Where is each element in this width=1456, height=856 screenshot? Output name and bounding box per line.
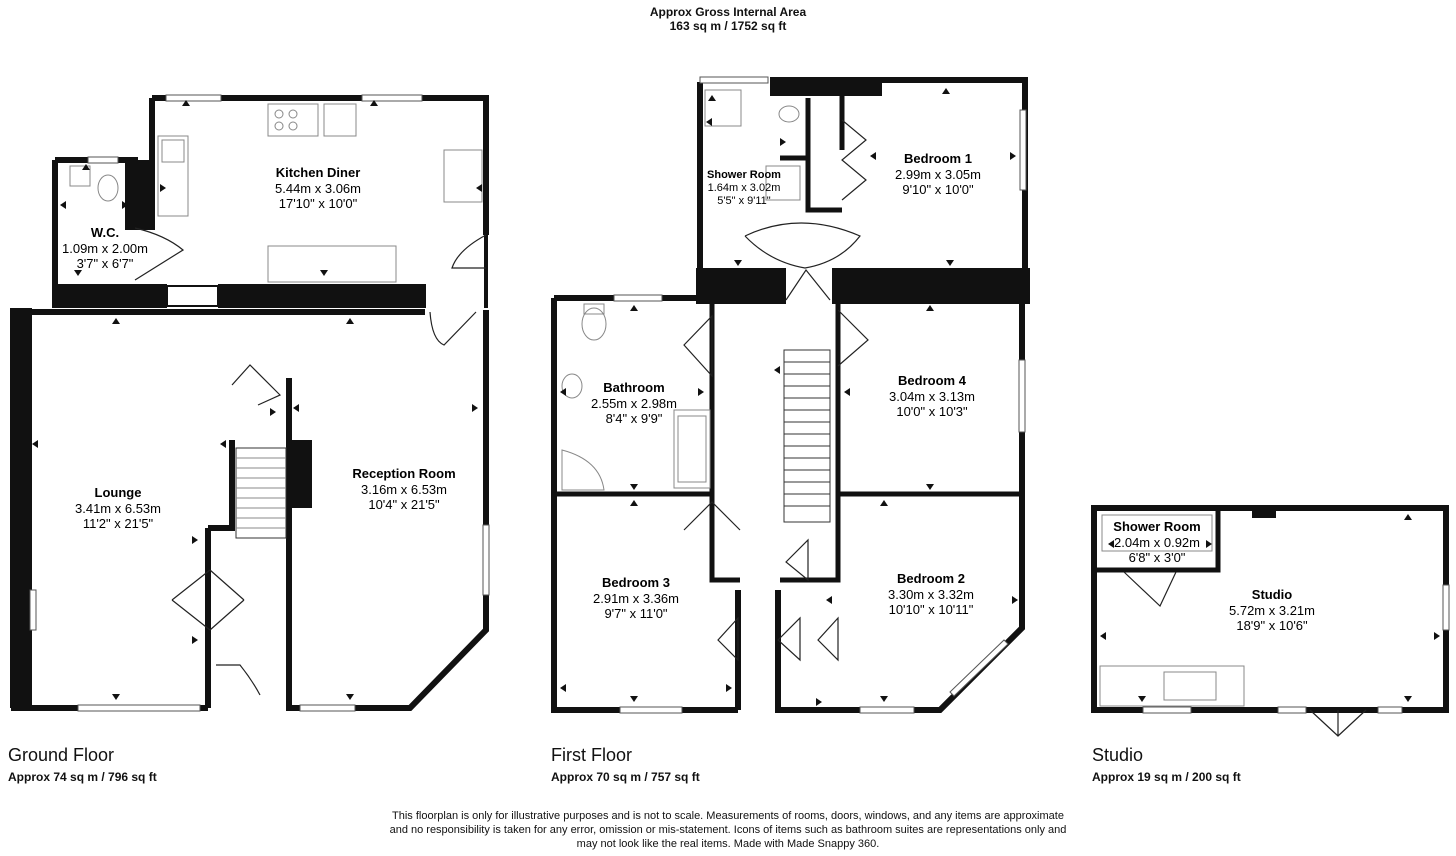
svg-text:3.04m x 3.13m: 3.04m x 3.13m [889, 389, 975, 404]
total-area: 163 sq m / 1752 sq ft [669, 19, 787, 33]
ground-floor-plan [10, 95, 489, 711]
svg-text:17'10" x 10'0": 17'10" x 10'0" [278, 196, 358, 211]
svg-text:10'0" x 10'3": 10'0" x 10'3" [896, 404, 968, 419]
disclaimer-line: This floorplan is only for illustrative purposes and is not to scale. Measurements of rooms, doors, windows, and any items are approximate [392, 810, 1064, 822]
svg-text:9'10" x 10'0": 9'10" x 10'0" [902, 182, 974, 197]
svg-text:11'2" x 21'5": 11'2" x 21'5" [82, 516, 154, 531]
svg-text:5'5" x 9'11": 5'5" x 9'11" [717, 195, 771, 207]
svg-text:2.55m x 2.98m: 2.55m x 2.98m [591, 396, 677, 411]
svg-text:Shower Room: Shower Room [1113, 519, 1201, 534]
svg-text:Kitchen Diner: Kitchen Diner [275, 165, 361, 180]
room-label-bedroom-1 [895, 151, 981, 197]
svg-text:6'8" x 3'0": 6'8" x 3'0" [1128, 550, 1186, 565]
floor-name-ground: Ground Floor [8, 745, 115, 765]
svg-text:Studio: Studio [1251, 587, 1293, 602]
svg-text:Lounge: Lounge [94, 485, 142, 500]
area-title: Approx Gross Internal Area [649, 5, 807, 19]
svg-text:Bedroom 4: Bedroom 4 [898, 373, 966, 388]
svg-text:Bedroom 2: Bedroom 2 [897, 571, 965, 586]
room-label-studio-shower-room [1113, 519, 1200, 565]
svg-text:3'7" x 6'7": 3'7" x 6'7" [76, 256, 134, 271]
svg-text:5.72m x 3.21m: 5.72m x 3.21m [1229, 603, 1315, 618]
room-label-wc [62, 225, 148, 271]
svg-text:2.91m x 3.36m: 2.91m x 3.36m [593, 591, 679, 606]
svg-text:2.04m x 0.92m: 2.04m x 0.92m [1114, 535, 1200, 550]
svg-text:1.09m x 2.00m: 1.09m x 2.00m [62, 241, 148, 256]
svg-text:10'4" x 21'5": 10'4" x 21'5" [368, 497, 440, 512]
svg-text:8'4" x 9'9": 8'4" x 9'9" [605, 411, 663, 426]
disclaimer [328, 809, 1128, 851]
svg-text:W.C.: W.C. [90, 225, 120, 240]
room-label-reception-room [352, 466, 455, 512]
floor-name-studio: Studio [1092, 745, 1144, 765]
svg-text:5.44m x 3.06m: 5.44m x 3.06m [275, 181, 361, 196]
svg-text:3.41m x 6.53m: 3.41m x 6.53m [75, 501, 161, 516]
room-label-bathroom [591, 380, 677, 426]
floor-area-first: Approx 70 sq m / 757 sq ft [551, 770, 700, 784]
svg-text:Bedroom 3: Bedroom 3 [602, 575, 670, 590]
room-label-studio [1229, 587, 1315, 633]
room-label-bedroom-2 [888, 571, 974, 617]
room-label-bedroom-3 [593, 575, 679, 621]
svg-text:Bathroom: Bathroom [603, 380, 665, 395]
disclaimer-line: may not look like the real items. Made with Made Snappy 360. [576, 838, 880, 850]
floor-area-ground: Approx 74 sq m / 796 sq ft [8, 770, 157, 784]
svg-text:Shower Room: Shower Room [707, 169, 781, 181]
svg-text:3.30m x 3.32m: 3.30m x 3.32m [888, 587, 974, 602]
room-label-lounge [75, 485, 161, 531]
floor-name-first: First Floor [551, 745, 632, 765]
svg-text:10'10" x 10'11": 10'10" x 10'11" [888, 602, 974, 617]
room-label-kitchen-diner [275, 165, 361, 211]
room-label-bedroom-4 [889, 373, 975, 419]
room-label-shower-room [707, 169, 781, 207]
svg-text:9'7" x 11'0": 9'7" x 11'0" [604, 606, 668, 621]
svg-text:3.16m x 6.53m: 3.16m x 6.53m [361, 482, 447, 497]
floor-area-studio: Approx 19 sq m / 200 sq ft [1092, 770, 1241, 784]
svg-text:18'9" x 10'6": 18'9" x 10'6" [1236, 618, 1308, 633]
svg-text:Bedroom 1: Bedroom 1 [904, 151, 972, 166]
svg-text:Reception Room: Reception Room [352, 466, 456, 481]
svg-text:2.99m x 3.05m: 2.99m x 3.05m [895, 167, 981, 182]
svg-text:1.64m x 3.02m: 1.64m x 3.02m [707, 182, 781, 194]
disclaimer-line: and no responsibility is taken for any error, omission or mis-statement. Icons of items such as bathroom suites are representations only and [389, 824, 1067, 836]
